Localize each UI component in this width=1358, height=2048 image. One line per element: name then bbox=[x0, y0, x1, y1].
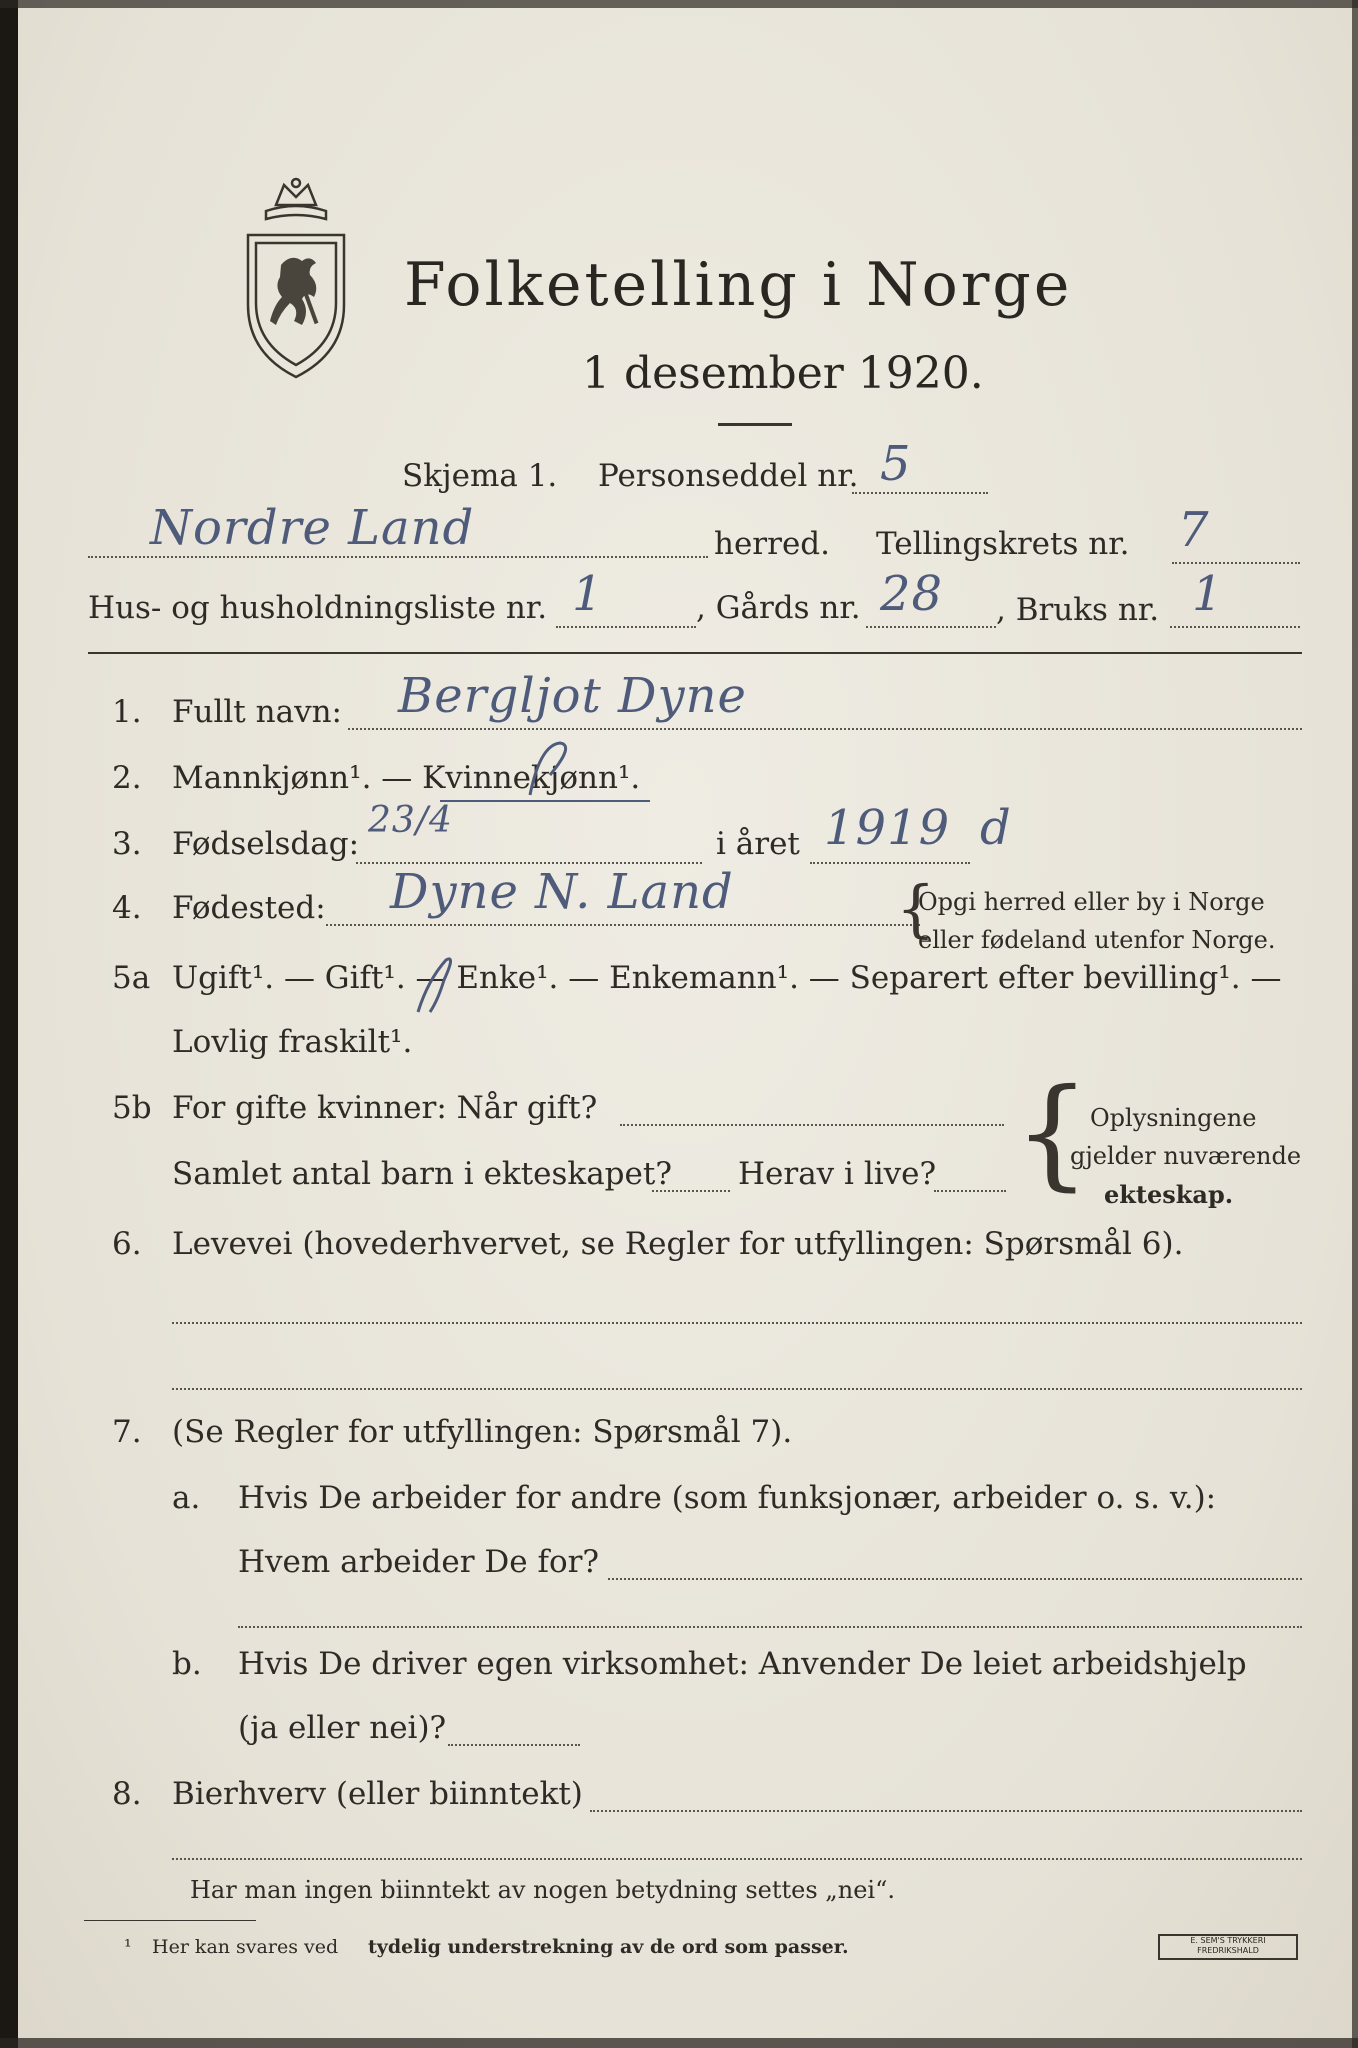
form-title: Folketelling i Norge bbox=[404, 250, 1073, 320]
bruks-line bbox=[1170, 626, 1300, 628]
birth-year-value[interactable]: 1919 bbox=[824, 800, 951, 856]
husliste-label: Hus- og husholdningsliste nr. bbox=[88, 590, 548, 626]
herred-label: herred. bbox=[714, 526, 830, 562]
q6-line-2 bbox=[172, 1388, 1302, 1390]
q1-line bbox=[348, 728, 1302, 730]
q5a-handwritten-mark bbox=[410, 950, 470, 1020]
q7a-line-2 bbox=[238, 1626, 1302, 1628]
q8-line-1 bbox=[590, 1810, 1302, 1812]
q2-handwritten-mark bbox=[520, 735, 580, 805]
q6-line-1 bbox=[172, 1322, 1302, 1324]
scan-bottom-edge bbox=[0, 2038, 1358, 2048]
scan-left-edge bbox=[0, 0, 18, 2048]
q3-extra-handwriting: d bbox=[980, 800, 1012, 856]
q4-note-1: Opgi herred eller by i Norge bbox=[918, 888, 1265, 916]
q5b-number: 5b bbox=[112, 1090, 152, 1126]
q4-number: 4. bbox=[112, 890, 142, 926]
q1-label: Fullt navn: bbox=[172, 694, 342, 730]
footnote-text-2: tydelig understrekning av de ord som passer. bbox=[368, 1936, 849, 1958]
q4-note-2: eller fødeland utenfor Norge. bbox=[918, 926, 1276, 954]
q5a-label-2: Lovlig fraskilt¹. bbox=[172, 1024, 413, 1060]
q7b-label: Hvis De driver egen virksomhet: Anvender De leiet arbeidshjelp bbox=[238, 1646, 1247, 1682]
husliste-value[interactable]: 1 bbox=[572, 566, 604, 622]
birthplace-value[interactable]: Dyne N. Land bbox=[390, 864, 734, 920]
schema-label: Skjema 1. bbox=[402, 458, 558, 494]
q3-year-label: i året bbox=[716, 826, 800, 862]
printer-mark bbox=[1158, 1934, 1298, 1960]
herred-value[interactable]: Nordre Land bbox=[150, 500, 475, 556]
q4-brace: { bbox=[896, 872, 936, 945]
q5b-note-2: gjelder nuværende bbox=[1070, 1142, 1302, 1170]
q4-label: Fødested: bbox=[172, 890, 326, 926]
q7-number: 7. bbox=[112, 1414, 142, 1450]
q3-label: Fødselsdag: bbox=[172, 826, 360, 862]
q3-year-line bbox=[810, 862, 970, 864]
herred-line bbox=[88, 556, 708, 558]
tellingskrets-label: Tellingskrets nr. bbox=[876, 526, 1130, 562]
q7b-label-2: (ja eller nei)? bbox=[238, 1710, 447, 1746]
tellingskrets-value[interactable]: 7 bbox=[1178, 502, 1210, 558]
q8-note: Har man ingen biinntekt av nogen betydning settes „nei“. bbox=[190, 1876, 895, 1904]
birthday-value[interactable]: 23/4 bbox=[368, 800, 453, 841]
personseddel-value[interactable]: 5 bbox=[880, 436, 912, 492]
husliste-line bbox=[556, 626, 696, 628]
personseddel-line bbox=[852, 492, 988, 494]
tellingskrets-line bbox=[1172, 562, 1300, 564]
gards-label: , Gårds nr. bbox=[696, 590, 861, 626]
q7b-line bbox=[448, 1744, 580, 1746]
printer-mark-text: E. SEM'S TRYKKERI FREDRIKSHALD bbox=[1190, 1936, 1266, 1955]
census-date: 1 desember 1920. bbox=[582, 348, 984, 399]
q5b-alive-line bbox=[934, 1190, 1006, 1192]
q5b-note-1: Oplysningene bbox=[1090, 1104, 1257, 1132]
q4-line bbox=[326, 924, 920, 926]
q7a-number: a. bbox=[172, 1480, 201, 1516]
q7a-label-2: Hvem arbeider De for? bbox=[238, 1544, 600, 1580]
q5b-note-3: ekteskap. bbox=[1104, 1180, 1234, 1209]
title-divider bbox=[718, 423, 792, 426]
q7-label: (Se Regler for utfyllingen: Spørsmål 7). bbox=[172, 1414, 793, 1450]
scan-right-edge bbox=[1352, 0, 1358, 2048]
q8-line-2 bbox=[172, 1858, 1302, 1860]
q6-label: Levevei (hovederhvervet, se Regler for utfyllingen: Spørsmål 6). bbox=[172, 1226, 1184, 1262]
q6-number: 6. bbox=[112, 1226, 142, 1262]
gards-value[interactable]: 28 bbox=[880, 566, 944, 622]
bruks-label: , Bruks nr. bbox=[996, 592, 1160, 628]
q7a-line-1 bbox=[608, 1578, 1302, 1580]
q1-number: 1. bbox=[112, 694, 142, 730]
q5b-married-line bbox=[620, 1124, 1004, 1126]
q5b-label-2: Samlet antal barn i ekteskapet? bbox=[172, 1156, 672, 1192]
gards-line bbox=[866, 626, 996, 628]
q5b-children-line bbox=[652, 1190, 730, 1192]
footnote-text-1: Her kan svares ved bbox=[152, 1936, 339, 1958]
q2-label: Mannkjønn¹. — Kvinnekjønn¹. bbox=[172, 760, 641, 796]
coat-of-arms-icon bbox=[236, 175, 356, 385]
bruks-value[interactable]: 1 bbox=[1192, 566, 1224, 622]
q5b-label: For gifte kvinner: Når gift? bbox=[172, 1090, 598, 1126]
q7b-number: b. bbox=[172, 1646, 202, 1682]
personseddel-label: Personseddel nr. bbox=[598, 458, 859, 494]
footnote-marker: ¹ bbox=[124, 1936, 132, 1958]
q5a-label: Ugift¹. — Gift¹. — Enke¹. — Enkemann¹. — Separert efter bevilling¹. — bbox=[172, 960, 1282, 996]
footnote-rule bbox=[84, 1920, 256, 1921]
full-name-value[interactable]: Bergljot Dyne bbox=[398, 668, 747, 724]
q5b-label-3: Herav i live? bbox=[738, 1156, 937, 1192]
q8-number: 8. bbox=[112, 1776, 142, 1812]
q7a-label: Hvis De arbeider for andre (som funksjonær, arbeider o. s. v.): bbox=[238, 1480, 1217, 1516]
header-rule bbox=[88, 652, 1302, 654]
q2-number: 2. bbox=[112, 760, 142, 796]
q5a-number: 5a bbox=[112, 960, 151, 996]
scan-top-edge bbox=[0, 0, 1358, 8]
q8-label: Bierhverv (eller biinntekt) bbox=[172, 1776, 583, 1812]
q3-number: 3. bbox=[112, 826, 142, 862]
q5b-brace: { bbox=[1014, 1064, 1091, 1203]
